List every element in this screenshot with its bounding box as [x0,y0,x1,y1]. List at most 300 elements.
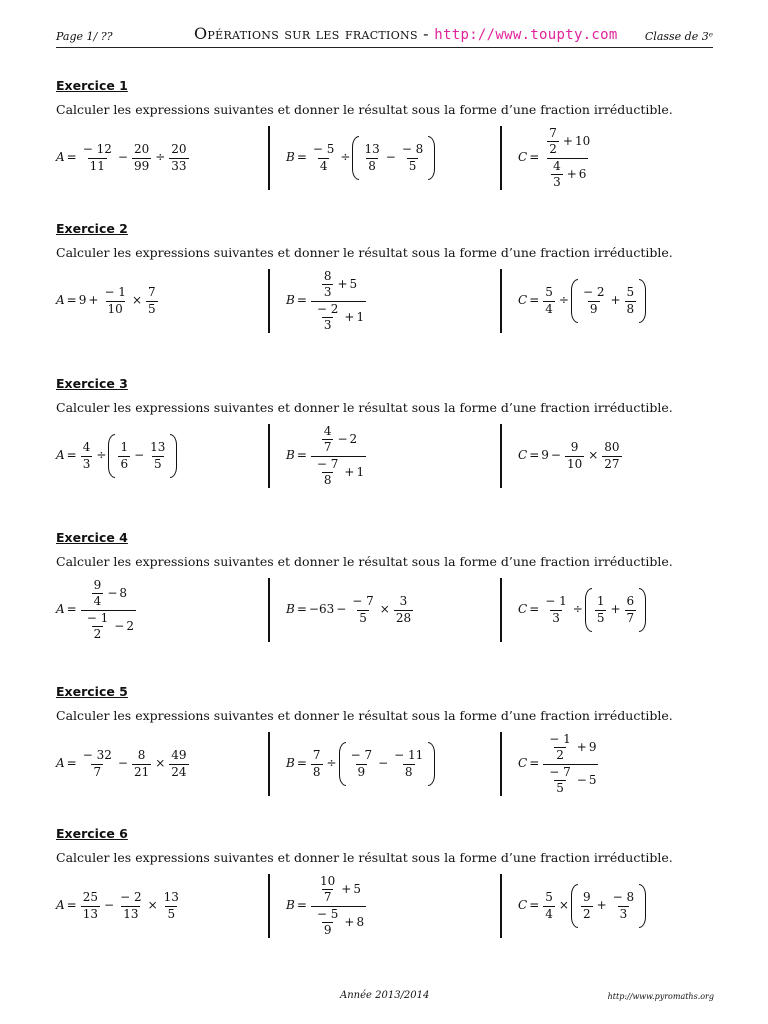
numerator [543,891,555,905]
expression-c [518,424,624,488]
expression-label: B [286,756,295,771]
exercise-title: Exercice 3 [56,376,128,391]
expression-label: A [56,602,65,617]
math-group [316,875,361,904]
header-rule [56,47,713,48]
math-value: 20 [171,142,187,157]
operator: × [558,898,569,913]
denominator [88,158,107,173]
operator: ÷ [326,756,337,771]
operator: × [588,448,599,463]
math-value: − 12 [82,142,112,157]
fraction [625,595,637,624]
numerator [547,127,559,141]
math-value: 4 [553,158,561,173]
fraction [132,143,151,172]
numerator [625,286,637,300]
math-group [518,603,541,616]
left-paren [571,884,578,928]
math-value: 2 [549,142,557,157]
denominator [357,610,369,625]
expression-label: C [518,756,528,771]
column-separator [268,874,270,938]
denominator [322,317,334,332]
math-value: − 5 [312,142,335,157]
fraction [595,595,607,624]
math-value: 20 [133,142,150,157]
operator: ÷ [340,150,351,165]
operator: − [550,448,561,463]
math-value: 5 [626,285,635,300]
equals-sign: = [66,293,77,308]
operator: × [131,293,143,308]
denominator [132,764,151,779]
math-value: 2 [349,432,358,447]
fraction [394,595,413,624]
denominator [311,301,366,332]
operator: − [117,756,128,771]
title-url-link[interactable]: http://www.toupty.com [434,27,618,43]
math-value: 7 [549,126,557,141]
denominator [81,610,136,641]
math-value: − 7 [549,764,571,779]
math-value: 7 [323,440,332,455]
math-group [56,603,79,616]
math-value: 10 [574,134,591,149]
fraction [551,160,563,189]
math-group [286,151,309,164]
math-group [518,127,594,189]
numerator [322,425,334,439]
math-group [56,579,138,641]
denominator [311,764,323,779]
expression-label: A [56,293,65,308]
fraction [162,891,181,920]
math-value: 8 [323,472,332,487]
math-value: 28 [395,610,412,625]
math-group [56,286,160,315]
right-paren [639,884,646,928]
math-group [286,742,435,786]
math-group [518,294,541,307]
math-value: 3 [619,906,628,921]
expression-label: B [286,602,295,617]
fraction [146,286,158,315]
expression-label: A [56,448,65,463]
fraction [311,425,366,487]
math-value: 6 [626,594,635,609]
operator: + [566,166,577,181]
numerator [547,766,573,780]
denominator [625,610,637,625]
denominator [550,610,562,625]
math-value: 13 [82,906,99,921]
expression-c [518,126,594,190]
math-value: 9 [582,890,591,905]
math-group [90,579,127,608]
fraction [169,749,188,778]
math-value: 21 [133,764,150,779]
math-value: 1 [356,464,365,479]
expression-a [56,269,160,333]
numerator [318,425,359,455]
fraction [315,458,341,487]
math-value: − 11 [394,748,424,763]
math-group [286,449,309,462]
math-group [518,279,646,323]
fraction [322,270,334,299]
fraction [625,286,637,315]
math-value: 7 [93,764,102,779]
exercise-title: Exercice 1 [56,78,128,93]
math-value: 9 [541,448,549,463]
math-group [313,458,364,487]
numerator [118,891,144,905]
left-paren [108,434,115,478]
numerator [543,286,555,300]
math-group [286,899,309,912]
numerator [349,749,375,763]
math-value: 13 [123,906,139,921]
denominator [543,906,555,921]
denominator [81,456,93,471]
operator: ÷ [558,293,569,308]
math-value: 5 [588,772,597,787]
numerator [581,891,593,905]
expression-label: A [56,898,65,913]
fraction [81,579,136,641]
denominator [322,889,334,904]
equals-sign: = [296,150,307,165]
math-value: 8 [137,748,146,763]
math-value: 3 [553,174,561,189]
math-group [545,733,596,762]
equals-sign: = [529,602,540,617]
math-group [56,143,191,172]
fraction [543,891,555,920]
expression-label: A [56,756,65,771]
column-separator [268,126,270,190]
numerator [311,143,337,157]
fraction [543,286,555,315]
math-group [286,136,435,180]
math-value: − 8 [401,142,424,157]
page-header [56,24,713,48]
math-value: 9 [589,301,598,316]
operator: − [378,756,389,771]
equals-sign: = [296,898,307,913]
math-group [549,160,586,189]
fraction [602,441,621,470]
numerator [392,749,425,763]
operator: − [107,586,118,601]
fraction [311,270,366,332]
expression-label: C [518,293,528,308]
math-group [518,588,646,632]
exercise-instruction: Calculer les expressions suivantes et donner le résultat sous la forme d’une fraction irréductible. [56,245,673,260]
expression-a [56,578,138,642]
left-paren [352,136,359,180]
numerator [581,286,607,300]
expression-b [286,424,368,488]
denominator [625,301,637,316]
fraction [148,441,167,470]
denominator [595,610,607,625]
fraction [349,749,375,778]
math-group [313,303,364,332]
column-separator [500,578,502,642]
math-value: 13 [364,142,380,157]
column-separator [500,424,502,488]
fraction [565,441,584,470]
operator: + [344,464,355,479]
math-value: 2 [126,618,134,633]
operator: + [344,309,355,324]
numerator [315,908,341,922]
numerator [543,595,569,609]
fraction [581,891,593,920]
operator: + [341,882,352,897]
parenthesis-group [339,742,436,786]
math-group [286,595,415,624]
column-separator [268,424,270,488]
math-value: 9 [78,293,87,308]
equals-sign: = [66,150,77,165]
exercise-title: Exercice 4 [56,530,128,545]
denominator [92,593,104,608]
expression-a [56,874,183,938]
numerator [318,270,359,300]
column-separator [500,126,502,190]
parenthesis-group [571,279,646,323]
math-value: 4 [82,440,91,455]
equals-sign: = [296,602,307,617]
right-paren [639,588,646,632]
operator: + [344,914,355,929]
math-group [56,449,79,462]
equals-sign: = [296,756,307,771]
equals-sign: = [529,898,540,913]
operator: − [114,618,125,633]
denominator [565,456,584,471]
math-value: 5 [596,610,605,625]
math-group [56,899,79,912]
denominator [118,456,130,471]
math-value: − 2 [582,285,605,300]
fraction [92,579,104,608]
numerator [314,875,363,905]
left-paren [339,742,346,786]
operator: − [104,898,115,913]
math-value: 80 [604,440,620,455]
fraction [311,749,323,778]
right-paren [639,279,646,323]
math-value: 33 [171,158,187,173]
math-value: 7 [312,748,321,763]
parenthesis-group [108,434,177,478]
column-separator [500,732,502,796]
math-value: 11 [89,158,105,173]
denominator [322,472,334,487]
denominator [403,764,415,779]
denominator [618,906,630,921]
math-value: 8 [404,764,413,779]
math-value: 8 [323,269,332,284]
math-value: 6 [578,166,587,181]
footer-site-link[interactable]: http://www.pyromaths.org [607,992,714,1001]
fraction [543,733,598,795]
math-value: 1 [120,440,129,455]
expression-c [518,269,646,333]
numerator [322,270,334,284]
denominator [366,158,378,173]
numerator [400,143,426,157]
expression-label: B [286,150,295,165]
column-separator [268,578,270,642]
math-value: 5 [359,610,367,625]
fraction [315,908,341,937]
math-value: 4 [319,158,328,173]
operator: × [155,756,166,771]
math-group [83,612,134,641]
math-group [56,434,177,478]
operator: − [117,150,128,165]
math-group [518,441,624,470]
math-value: 9 [588,740,597,755]
fraction [581,286,607,315]
fraction [318,875,337,904]
numerator [88,579,129,609]
math-group [286,603,309,616]
math-value: − 7 [350,748,373,763]
math-value: 2 [93,626,102,641]
expression-c [518,874,646,938]
fraction [315,303,341,332]
numerator [398,595,410,609]
fraction [392,749,425,778]
math-value: 3 [399,594,408,609]
math-value: 1 [356,309,365,324]
math-value: 9 [570,440,579,455]
fraction [543,127,592,189]
math-value: 8 [626,301,635,316]
exercise-instruction: Calculer les expressions suivantes et donner le résultat sous la forme d’une fraction irréductible. [56,102,673,117]
denominator [146,301,158,316]
math-value: − 2 [316,301,339,316]
math-value: 7 [626,610,635,625]
numerator [102,286,128,300]
math-value: 9 [357,764,366,779]
fraction [350,595,376,624]
numerator [543,733,598,763]
equals-sign: = [296,293,307,308]
fraction [611,891,637,920]
math-value: 8 [312,764,321,779]
math-group [56,757,79,770]
operator: + [610,602,621,617]
math-group [518,449,541,462]
denominator [394,610,413,625]
math-value: 10 [107,301,123,316]
expression-b [286,874,368,938]
numerator [81,441,93,455]
numerator [602,441,621,455]
operator: + [576,740,587,755]
denominator [91,764,103,779]
numerator [81,891,100,905]
right-paren [170,434,177,478]
denominator [547,158,588,189]
math-group [545,127,590,156]
math-value: 10 [320,874,336,889]
operator: + [337,277,348,292]
math-value: 9 [323,922,332,937]
exercise-instruction: Calculer les expressions suivantes et donner le résultat sous la forme d’une fraction irréductible. [56,400,673,415]
fraction [118,441,130,470]
math-value: 9 [93,578,102,593]
math-group [518,899,541,912]
math-group [56,749,191,778]
math-value: 5 [148,301,156,316]
math-value: 8 [356,914,365,929]
math-group [518,733,600,795]
expression-c [518,578,646,642]
exercise-title: Exercice 2 [56,221,128,236]
math-value: − 2 [120,890,142,905]
math-value: 5 [153,456,162,471]
numerator [169,143,188,157]
expression-a [56,126,191,190]
operator: ÷ [572,602,583,617]
math-value: 4 [93,594,102,609]
math-value: 1 [596,594,605,609]
equals-sign: = [529,293,540,308]
column-separator [268,269,270,333]
math-value: − 32 [82,748,112,763]
math-value: − 1 [545,594,567,609]
denominator [311,906,366,937]
math-value: − 5 [316,906,339,921]
expression-b [286,126,435,190]
fraction [547,733,573,762]
math-group [56,294,79,307]
denominator [322,922,334,937]
math-value: 2 [582,906,591,921]
math-value: 27 [604,456,620,471]
fraction [362,143,381,172]
numerator [81,143,114,157]
denominator [322,284,334,299]
math-value: − 7 [316,456,339,471]
denominator [407,158,419,173]
math-group [320,270,357,299]
expression-a [56,732,191,796]
equals-sign: = [66,756,77,771]
operator: × [379,602,390,617]
numerator [148,441,167,455]
denominator [554,780,566,795]
numerator [362,143,381,157]
fraction [102,286,128,315]
math-value: − 8 [612,890,635,905]
operator: − [576,772,587,787]
math-value: 13 [163,890,179,905]
fraction [311,875,366,937]
denominator [121,906,140,921]
operator: + [596,898,607,913]
expression-label: C [518,150,528,165]
numerator [543,127,592,157]
